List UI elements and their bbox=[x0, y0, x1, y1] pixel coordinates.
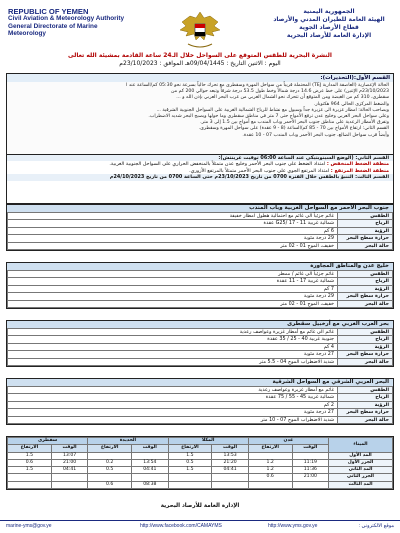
row-value: 2 كم bbox=[8, 401, 338, 408]
tide-cell bbox=[292, 481, 328, 488]
tide-cell: 11:36 bbox=[292, 467, 328, 474]
table-row bbox=[8, 213, 393, 220]
header-en-line3: General Directorate of Marine Meteorology bbox=[8, 22, 98, 38]
tide-cell bbox=[212, 474, 248, 481]
tide-cell: 21:00 bbox=[51, 459, 87, 466]
tide-cell bbox=[132, 474, 168, 481]
low-pressure-label: منطقة الضغط المنخفض : bbox=[326, 161, 389, 168]
tides-header-group: سقطرى bbox=[8, 438, 88, 445]
tide-cell bbox=[88, 452, 132, 459]
header-ar-line2: الهيئة العامة للطيران المدني والأرصاد bbox=[273, 16, 385, 23]
table-row bbox=[8, 285, 393, 292]
tides-group-row bbox=[8, 438, 393, 445]
row-value: شمالية غربية 45 - 55 / 75 عقدة bbox=[8, 394, 338, 401]
row-label: الرؤية bbox=[338, 343, 393, 350]
table-row bbox=[8, 401, 393, 408]
warnings-body bbox=[7, 82, 393, 140]
tide-cell: 08:38 bbox=[132, 481, 168, 488]
tide-cell: 0.6 bbox=[88, 481, 132, 488]
eagle-emblem-icon bbox=[176, 8, 224, 52]
region-table bbox=[7, 270, 393, 308]
tides-subheader: الوقت bbox=[51, 445, 87, 452]
tide-cell: 1.5 bbox=[168, 452, 212, 459]
tide-cell: 0.2 bbox=[88, 459, 132, 466]
tides-subheader: الوقت bbox=[292, 445, 328, 452]
tide-cell bbox=[88, 474, 132, 481]
tide-cell bbox=[248, 452, 292, 459]
table-row bbox=[8, 242, 393, 249]
row-label: حالة البحر bbox=[338, 416, 393, 423]
warnings-line: ويصاحب الحالة: امطار غزيرة الى غزيرة جداً وسيول مع نشاط للرياح الشمالية الغربية على السواحل الجنوبية الشرقية ... bbox=[156, 107, 389, 113]
tides-subheader: الارتفاع bbox=[248, 445, 292, 452]
table-row bbox=[8, 329, 393, 336]
tide-cell bbox=[51, 474, 87, 481]
warnings-line: سقطرى، 310 كم من الغيضة ومن المتوقع أن تتحرك نحو الشمال الغربي من غرب البحر العربي بإذن الله و ... bbox=[176, 95, 389, 101]
row-label: الطقس bbox=[338, 271, 393, 278]
tides-subheader: الارتفاع bbox=[168, 445, 212, 452]
tide-name: الجزر الأول bbox=[329, 459, 393, 466]
bulletin-heading bbox=[10, 52, 390, 68]
region-table bbox=[7, 328, 393, 366]
row-value: شمالية غربية G25/ 17 - 11 عقدة bbox=[8, 220, 338, 227]
low-pressure-text: امتداد الضغط على جنوب البحر الأحمر وخليج عدن متمثلاً بالمنخفض الحراري على السواحل الجنوبية الغربية. bbox=[109, 161, 326, 168]
warnings-title: القسم الأول:(التحذيرات): bbox=[7, 74, 393, 82]
tide-cell: 13:53 bbox=[212, 452, 248, 459]
region-title: خليج عدن والمناطق المجاورة bbox=[7, 263, 393, 270]
region-table bbox=[7, 386, 393, 424]
table-row bbox=[8, 227, 393, 234]
table-row bbox=[8, 278, 393, 285]
tide-cell: 1.5 bbox=[8, 452, 52, 459]
header-english bbox=[8, 8, 136, 38]
row-label: الرياح bbox=[338, 394, 393, 401]
forecast-period: القسم الثالث: التنبؤ بالطقس خلال الفترة 0700 من تاريخ 23/10/2023م حتى الساعة 0700 من تاريخ 24/10/2023م bbox=[7, 174, 393, 180]
warnings-line: الحالة الإعصارية (العاصفة المدارية TEJ) المحتملة قريباً من سواحل المهرة وسقطرى مع تحرك حالياً بسرعة نحو 05:30 كم/الساعة عند ا bbox=[126, 83, 389, 88]
tides-subheader: الوقت bbox=[212, 445, 248, 452]
warnings-section bbox=[6, 73, 394, 155]
tide-cell: 04:41 bbox=[132, 467, 168, 474]
tide-name: المد الثالث bbox=[329, 481, 393, 488]
tide-cell bbox=[8, 474, 52, 481]
row-label: الرؤية bbox=[338, 401, 393, 408]
signature: الإدارة العامة للأرصاد البحرية bbox=[160, 503, 240, 509]
region-section-east-arabian-sea bbox=[6, 378, 394, 425]
table-row bbox=[8, 235, 393, 242]
tides-header-group: عدن bbox=[248, 438, 328, 445]
table-row bbox=[8, 416, 393, 423]
tides-subheader: الوقت bbox=[132, 445, 168, 452]
table-row bbox=[8, 394, 393, 401]
table-row bbox=[8, 467, 393, 474]
header-ar-line1: الجمهورية اليمنية bbox=[303, 8, 355, 15]
row-label: الطقس bbox=[338, 387, 393, 394]
table-row bbox=[8, 220, 393, 227]
header-ar-line3: قطاع الأرصاد الجوية bbox=[299, 24, 359, 31]
table-row bbox=[8, 459, 393, 466]
tide-cell: 04:41 bbox=[212, 467, 248, 474]
region-title: البحر العربي الشرقي مع السواحل الشرقية bbox=[7, 379, 393, 386]
header-en-line2: Civil Aviation & Meteorology Authority bbox=[8, 15, 125, 23]
footer-website-link[interactable]: http://www.yms.gov.ye bbox=[268, 523, 318, 529]
tides-subheader: الارتفاع bbox=[88, 445, 132, 452]
tide-cell: 04:41 bbox=[51, 467, 87, 474]
tides-header-group: المكلا bbox=[168, 438, 248, 445]
tide-cell: 0.5 bbox=[88, 467, 132, 474]
row-label: حالة البحر bbox=[338, 358, 393, 365]
row-value: 7 كم bbox=[8, 285, 338, 292]
table-row bbox=[8, 474, 393, 481]
row-label: حرارة سطح البحر bbox=[338, 235, 393, 242]
table-row bbox=[8, 452, 393, 459]
row-label: الرياح bbox=[338, 336, 393, 343]
tide-cell: 11:19 bbox=[292, 459, 328, 466]
synoptic-section bbox=[6, 154, 394, 204]
row-value: شمالية غربية 17 - 11 عقدة bbox=[8, 278, 338, 285]
row-value: غائم الى غائم مع أمطار غزيرة وعواصف رعدية bbox=[8, 329, 338, 336]
tide-name: المد الثاني bbox=[329, 467, 393, 474]
tide-cell: 13:54 bbox=[132, 459, 168, 466]
row-value: 6 كم bbox=[8, 227, 338, 234]
table-row bbox=[8, 387, 393, 394]
table-row bbox=[8, 271, 393, 278]
footer-facebook-link[interactable]: http://www.facebook.com/CAMAYMS bbox=[140, 523, 222, 529]
row-label: الطقس bbox=[338, 213, 393, 220]
tide-name: المد الأول bbox=[329, 452, 393, 459]
row-label: حرارة سطح البحر bbox=[338, 351, 393, 358]
high-pressure-label: منطقة الضغط المرتفع : bbox=[330, 167, 389, 174]
region-section-gulf-aden bbox=[6, 262, 394, 309]
table-row bbox=[8, 351, 393, 358]
tide-cell bbox=[168, 474, 212, 481]
header-arabic bbox=[266, 8, 392, 40]
tide-cell bbox=[132, 452, 168, 459]
region-title: جنوب البحر الأحمر مع السواحل الغربية وباب المندب bbox=[7, 205, 393, 212]
row-value: شديد الاضطراب الموج 07 - 10 متر bbox=[8, 416, 338, 423]
row-label: حرارة سطح البحر bbox=[338, 293, 393, 300]
warnings-line: والضغط المركزي الحالي 964 هكتوبار. bbox=[313, 101, 389, 107]
header-ar-line4: الإدارة العامة للأرصاد البحرية bbox=[286, 32, 372, 39]
row-value: غائم جزئياً الى غائم / ممطر bbox=[8, 271, 338, 278]
row-value: خفيف، الموج 01 - 02 متر bbox=[8, 242, 338, 249]
tide-name: الجزر الثاني bbox=[329, 474, 393, 481]
table-row bbox=[8, 336, 393, 343]
row-label: الرياح bbox=[338, 220, 393, 227]
tide-cell: 1.2 bbox=[248, 459, 292, 466]
table-row bbox=[8, 409, 393, 416]
tide-cell bbox=[51, 481, 87, 488]
tide-cell: 13:07 bbox=[51, 452, 87, 459]
row-value: غائم جزئياً الى غائم مع احتمالية هطول امطار خفيفة bbox=[8, 213, 338, 220]
tide-cell: 1.5 bbox=[168, 467, 212, 474]
synoptic-title: القسم الثاني: (الوضع السينوبتيكي عند الساعة 06:00 توقيت غرينتش): bbox=[7, 155, 393, 161]
tides-section bbox=[6, 436, 394, 490]
row-value: 29 درجة مئوية bbox=[8, 235, 338, 242]
row-value: غائم مع أمطار غزيرة وعواصف رعدية bbox=[8, 387, 338, 394]
tide-cell: 0.5 bbox=[168, 459, 212, 466]
row-value: 29 درجة مئوية bbox=[8, 293, 338, 300]
tide-cell: 0.6 bbox=[248, 474, 292, 481]
bulletin-date: اليوم : الاثنين التاريخ : 09/04/1445هـ الموافق : 23/10/2023م bbox=[119, 60, 281, 67]
tide-cell: 21:20 bbox=[212, 459, 248, 466]
region-section-west-arabian-sea bbox=[6, 320, 394, 367]
table-row bbox=[8, 300, 393, 307]
tides-header-group: الحديدة bbox=[88, 438, 168, 445]
footer-email-link[interactable]: marine-yms@gov.ye bbox=[6, 523, 52, 529]
footer bbox=[0, 520, 400, 531]
row-label: الرؤية bbox=[338, 227, 393, 234]
document-header bbox=[8, 8, 392, 50]
table-row bbox=[8, 343, 393, 350]
tide-cell: 0.6 bbox=[8, 459, 52, 466]
tide-cell: 21:00 bbox=[292, 474, 328, 481]
row-label: حرارة سطح البحر bbox=[338, 409, 393, 416]
row-value: 4 كم bbox=[8, 343, 338, 350]
warnings-line: وتفرق الأمطار الرعدية على مناطق جنوب البحر الأحمر وباب المندب مع أمواج بين 1.5 إلى 3 متر. bbox=[200, 120, 389, 126]
table-row bbox=[8, 293, 393, 300]
tides-table bbox=[7, 437, 393, 489]
tides-subheader: الارتفاع bbox=[8, 445, 52, 452]
row-label: حالة البحر bbox=[338, 300, 393, 307]
row-value: شديد الاضطراب الموج 04 - 5.5 متر bbox=[8, 358, 338, 365]
tide-cell bbox=[248, 481, 292, 488]
row-label: الطقس bbox=[338, 329, 393, 336]
row-label: الرؤية bbox=[338, 285, 393, 292]
tides-header-port: الميناء bbox=[329, 438, 393, 453]
warnings-line: القسم الثاني: ارتفاع الأمواج بين 70 - 85 كم/الساعة (8 - 9 عقدة) على سواحل المهرة وسقطرى. bbox=[198, 126, 389, 132]
tide-cell bbox=[212, 481, 248, 488]
warnings-line: وأيضاً قرب سواحل الضالع، جنوب البحر الأحمر وباب المندب 07 - 10 عقدة. bbox=[242, 132, 389, 138]
row-value: 27 درجة مئوية bbox=[8, 351, 338, 358]
row-label: حالة البحر bbox=[338, 242, 393, 249]
tide-cell: 1.2 bbox=[248, 467, 292, 474]
table-row bbox=[8, 481, 393, 488]
table-row bbox=[8, 358, 393, 365]
high-pressure-text: امتداد المرتفع الجوي على جنوب البحر الأحمر متمثلاً بالمرتفع الأزوري. bbox=[189, 167, 330, 174]
tide-cell bbox=[292, 452, 328, 459]
footer-label: موقع الالكتروني : bbox=[358, 523, 394, 529]
region-section-red-sea bbox=[6, 204, 394, 251]
tide-cell bbox=[8, 481, 52, 488]
bulletin-title: النشرة البحرية للطقس المتوقع على السواحل خلال الـ24 ساعة القادمة بمشيئة الله تعالى bbox=[68, 52, 332, 59]
region-table bbox=[7, 212, 393, 250]
row-value: 27 درجة مئوية bbox=[8, 409, 338, 416]
row-label: الرياح bbox=[338, 278, 393, 285]
row-value: جنوبية غربية 40 - 25 / 35 عقدة bbox=[8, 336, 338, 343]
warnings-line: 23/10/2023م الإثنين) على خط عرض 14.6 درجة شمالاً وخط طول 53.5 درجة شرقاً وتبعد حوالي 200 كم من bbox=[171, 89, 389, 95]
tide-cell bbox=[168, 481, 212, 488]
warnings-line: وعلى سواحل البحر العربي وخليج عدن ترفع الأمواج حتى 7 متر في مناطق سقطرى وما حولها ويصبح البحر شديد الاضطراب. bbox=[148, 114, 389, 120]
region-title: بحر العرب الغربي مع أرخبيل سقطرى bbox=[7, 321, 393, 328]
row-value: خفيف، الموج 01 - 02 متر bbox=[8, 300, 338, 307]
tide-cell: 1.5 bbox=[8, 467, 52, 474]
header-en-line1: REPUBLIC OF YEMEN bbox=[8, 7, 89, 16]
